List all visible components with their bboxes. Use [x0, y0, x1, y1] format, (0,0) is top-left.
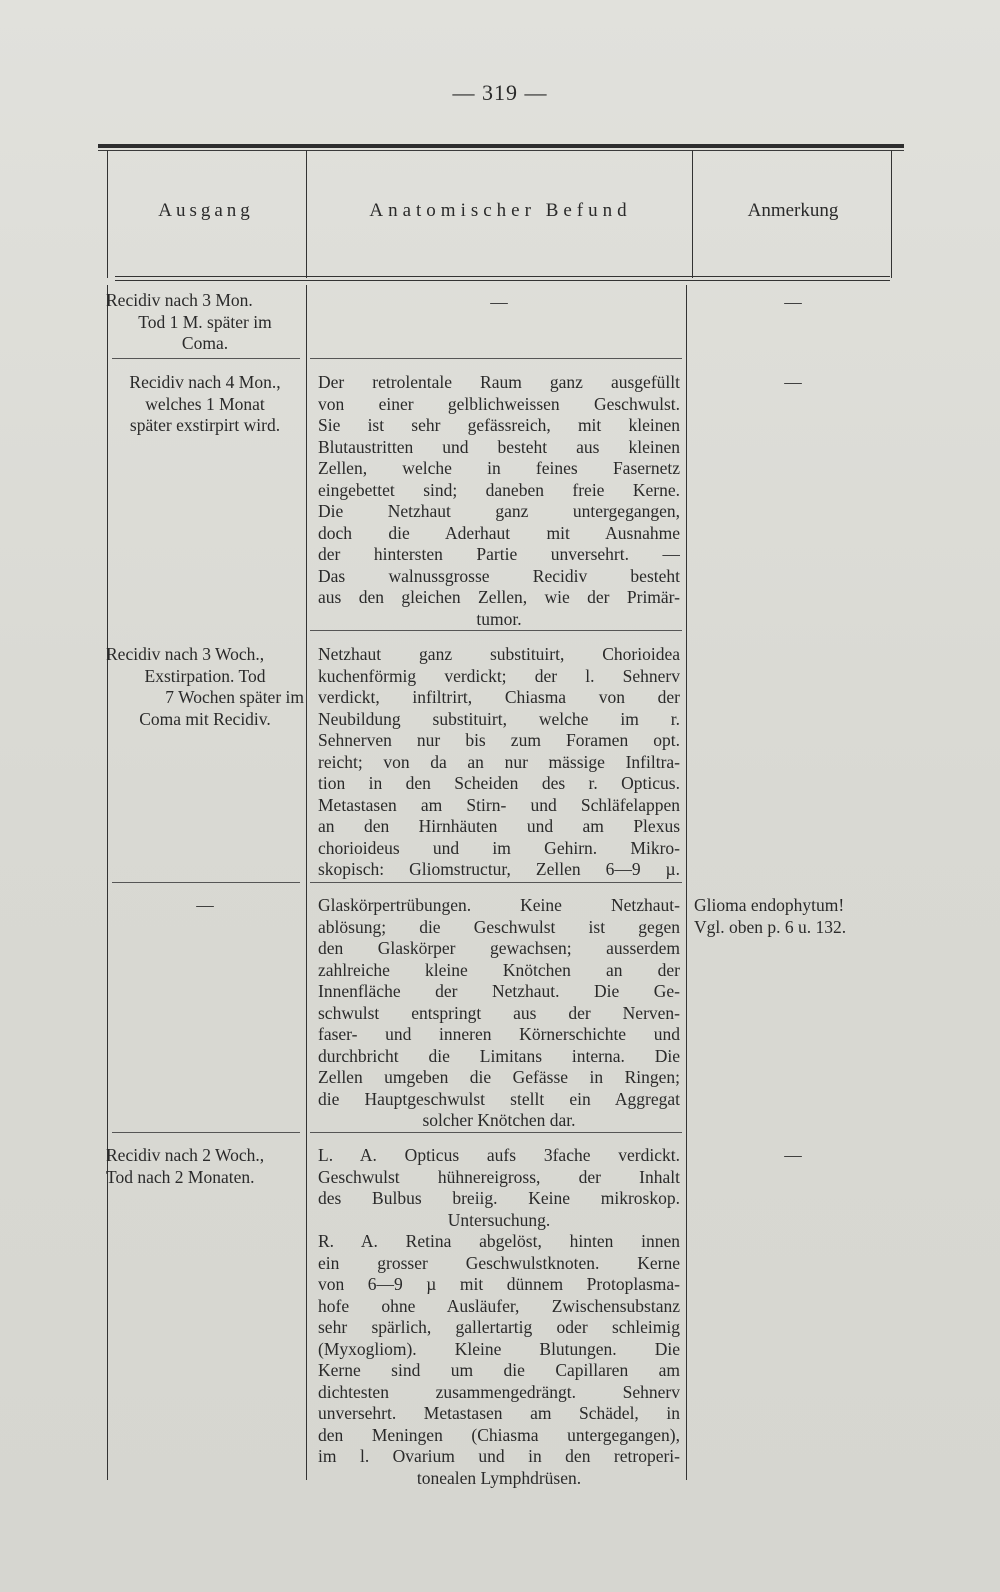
row-5-anmerkung: — [784, 1145, 802, 1165]
row-separator-2 [310, 630, 682, 631]
row-3-ausgang: Recidiv nach 3 Woch., Exstirpation. Tod 7 Wochen später im Coma mit Recidiv. [106, 644, 304, 729]
column-header-anmerkung: Anmerkung [747, 200, 839, 221]
header-rule-lower [115, 280, 890, 281]
header-rule-upper [115, 276, 890, 277]
row-4-anmerkung: Glioma endophytum! Vgl. oben p. 6 u. 132. [694, 895, 847, 937]
row-1-ausgang: Recidiv nach 3 Mon. Tod 1 M. später im Coma. [106, 290, 272, 353]
row-1-befund: — [490, 292, 508, 312]
table-top-thin-rule [98, 150, 904, 151]
column-header-ausgang: Ausgang [158, 200, 254, 221]
column-header-befund: Anatomischer Befund [369, 200, 632, 221]
table-top-rule [98, 144, 904, 148]
row-2-ausgang: Recidiv nach 4 Mon., welches 1 Monat später exstirpirt wird. [129, 372, 281, 435]
row-separator-4a [112, 1132, 300, 1133]
row-2-befund: Der retrolentale Raum ganz ausgefüllt von einer gelblichweissen Geschwulst. Sie ist sehr gefässreich, mit kleinen Blutaustritten und besteht aus kleinen Zellen, welche in feines Fasernetz eingebettet sind; daneben freie Kerne. Die Netzhaut ganz untergegangen, doch die Aderhaut mit Ausnahme der hintersten Partie unversehrt. — Das walnussgrosse Recidiv besteht aus den gleichen Zellen, wie der Primär- tumor. [318, 372, 680, 629]
page-number: — 319 — [452, 80, 548, 105]
row-separator-1b [310, 358, 682, 359]
row-separator-4b [310, 1132, 682, 1133]
body-divider-1 [306, 285, 307, 1480]
row-2-anmerkung: — [784, 372, 802, 392]
row-4-ausgang: — [196, 895, 214, 915]
row-1-anmerkung: — [784, 292, 802, 312]
body-divider-2 [686, 285, 687, 1480]
body-left-border [107, 285, 108, 1480]
row-3-befund: Netzhaut ganz substituirt, Chorioidea kuchenförmig verdickt; der l. Sehnerv verdickt, infiltrirt, Chiasma von der Neubildung substituirt, welche im r. Sehnerven nur bis zum Foramen opt. reicht; von da an nur mässige Infiltra- tion in den Scheiden des r. Opticus. Metastasen am Stirn- und Schläfelappen an den Hirnhäuten und am Plexus chorioideus und im Gehirn. Mikro- skopisch: Gliomstructur, Zellen 6—9 µ. [318, 644, 680, 879]
row-separator-1a [112, 358, 300, 359]
row-4-befund: Glaskörpertrübungen. Keine Netzhaut- ablösung; die Geschwulst ist gegen den Glaskörper gewachsen; ausserdem zahlreiche kleine Knötchen an der Innenfläche der Netzhaut. Die Ge- schwulst entspringt aus der Nerven- faser- und inneren Körnerschichte und durchbricht die Limitans interna. Die Zellen umgeben die Gefässe in Ringen; die Hauptgeschwulst stellt ein Aggregat solcher Knötchen dar. [318, 895, 680, 1130]
row-separator-3a [112, 882, 300, 883]
row-5-ausgang: Recidiv nach 2 Woch., Tod nach 2 Monaten. [106, 1145, 265, 1187]
row-5-befund: L. A. Opticus aufs 3fache verdickt. Geschwulst hühnereigross, der Inhalt des Bulbus breiig. Keine mikroskop. Untersuchung. R. A. Retina abgelöst, hinten innen ein grosser Geschwulstknoten. Kerne von 6—9 µ mit dünnem Protoplasma- hofe ohne Ausläufer, Zwischensubstanz sehr spärlich, gallertartig oder schleimig (Myxogliom). Kleine Blutungen. Die Kerne sind um die Capillaren am dichtesten zusammengedrängt. Sehnerv unversehrt. Metastasen am Schädel, in den Meningen (Chiasma untergegangen), im l. Ovarium und in den retroperi- tonealen Lymphdrüsen. [318, 1145, 680, 1488]
row-separator-3b [310, 882, 682, 883]
